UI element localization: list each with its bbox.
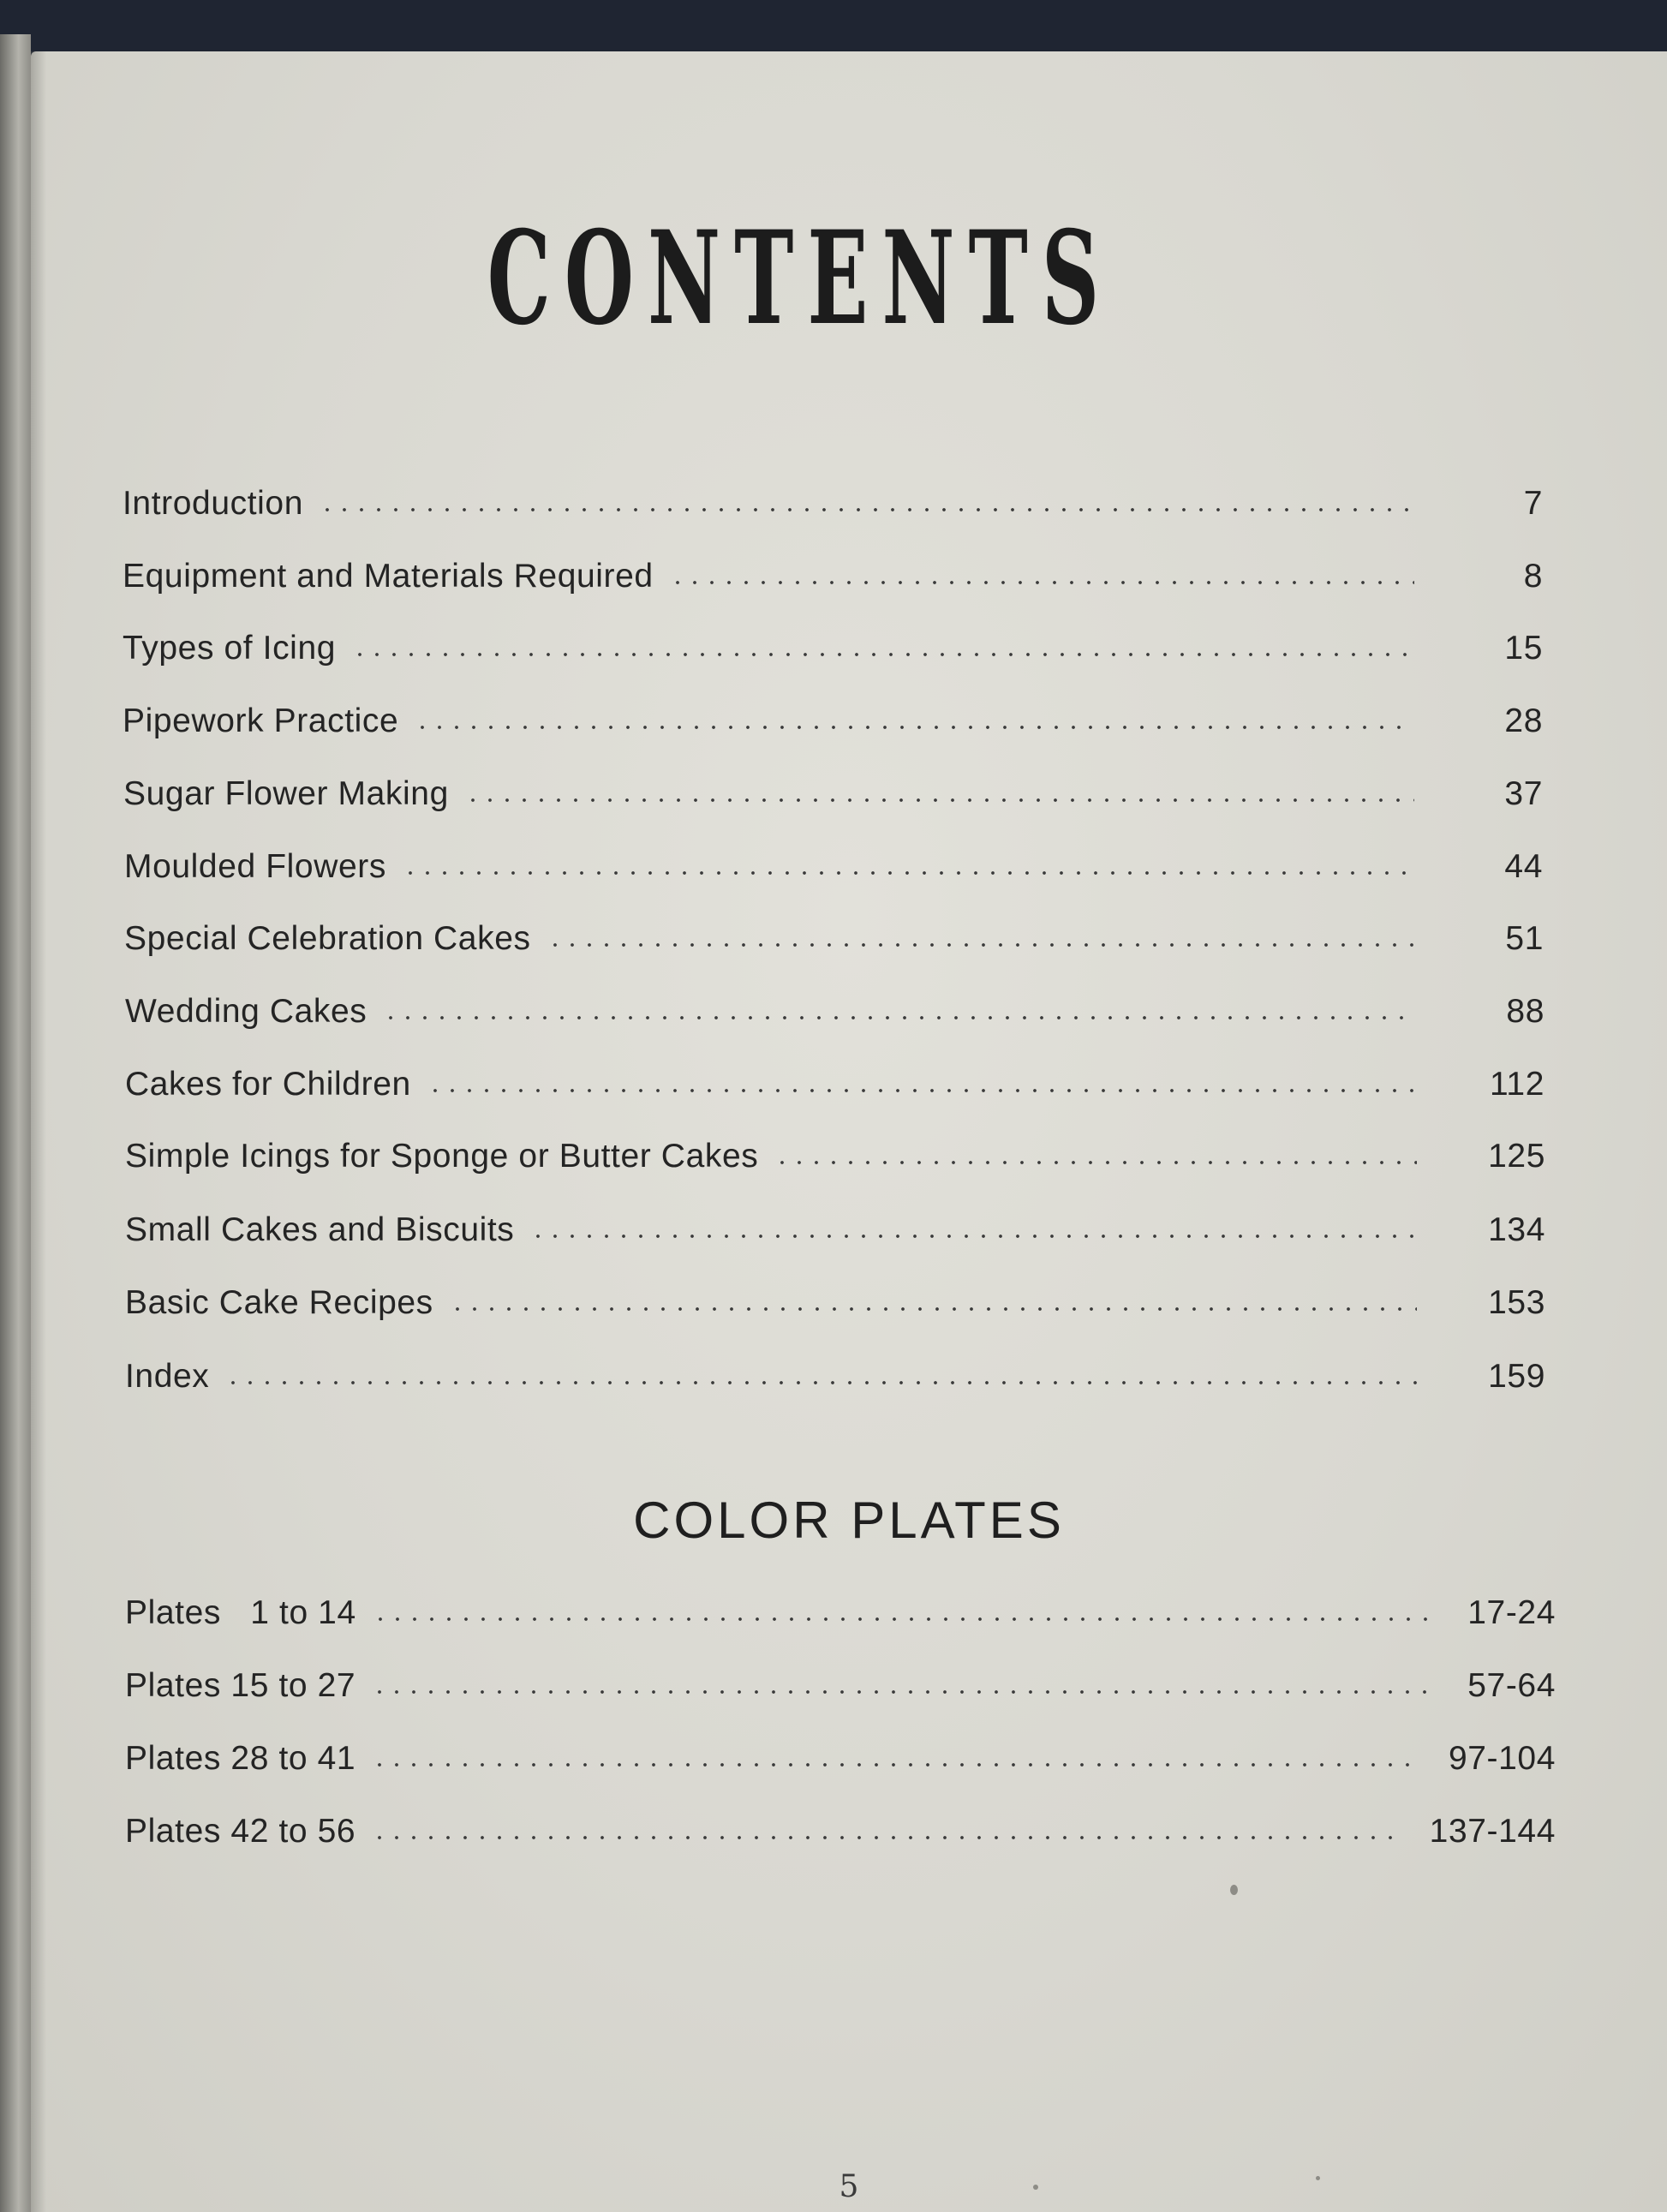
toc-entry-page: 88 xyxy=(1506,993,1545,1030)
toc-entry-label: Special Celebration Cakes xyxy=(124,920,531,957)
toc-entry xyxy=(125,1124,1545,1175)
toc-entry-page: 37 xyxy=(1504,775,1543,812)
toc-entry-label: Introduction xyxy=(122,485,303,522)
toc-entry-label: Sugar Flower Making xyxy=(123,775,449,812)
toc-entry-page: 7 xyxy=(1523,485,1543,522)
dot-leader xyxy=(414,723,1414,732)
plate-entry-pages: 137-144 xyxy=(1429,1813,1556,1850)
toc-entry xyxy=(125,1052,1545,1103)
book-page xyxy=(31,51,1667,2212)
plate-entry xyxy=(125,1726,1556,1778)
page-number: 5 xyxy=(839,2169,859,2204)
toc-entry xyxy=(125,1344,1545,1396)
toc-entry-label: Simple Icings for Sponge or Butter Cakes xyxy=(125,1138,759,1175)
dot-leader xyxy=(774,1158,1417,1167)
toc-entry-label: Wedding Cakes xyxy=(125,993,367,1030)
toc-entry xyxy=(122,471,1543,523)
toc-entry-page: 159 xyxy=(1488,1358,1545,1395)
page-stack-edge xyxy=(0,34,31,2212)
plate-entry-pages: 57-64 xyxy=(1467,1667,1556,1704)
toc-entry-page: 51 xyxy=(1505,920,1544,957)
toc-entry-label: Cakes for Children xyxy=(125,1066,411,1103)
toc-entry-label: Index xyxy=(125,1358,210,1395)
toc-entry-page: 15 xyxy=(1504,630,1543,667)
dot-leader xyxy=(669,578,1414,587)
plate-entry-pages: 17-24 xyxy=(1467,1594,1556,1631)
toc-entry-page: 44 xyxy=(1504,848,1543,885)
toc-entry xyxy=(125,1198,1545,1249)
dot-leader xyxy=(402,869,1414,877)
plate-entry xyxy=(125,1799,1556,1850)
toc-entry-label: Moulded Flowers xyxy=(124,848,386,885)
dot-leader xyxy=(449,1305,1417,1313)
dot-leader xyxy=(224,1378,1417,1387)
toc-entry xyxy=(125,1270,1545,1322)
plate-entry-pages: 97-104 xyxy=(1448,1740,1556,1777)
paper-speck xyxy=(1230,1885,1238,1895)
plate-entry-label: Plates 28 to 41 xyxy=(125,1740,356,1777)
toc-entry-label: Pipework Practice xyxy=(122,702,399,739)
toc-entry-page: 125 xyxy=(1488,1138,1545,1175)
toc-entry xyxy=(122,689,1543,740)
toc-entry xyxy=(122,544,1543,595)
toc-entry xyxy=(124,906,1544,958)
toc-entry-label: Equipment and Materials Required xyxy=(122,558,654,595)
dot-leader xyxy=(464,796,1414,804)
page-gutter-shadow xyxy=(31,51,46,2212)
toc-entry-page: 153 xyxy=(1488,1284,1545,1321)
toc-entry xyxy=(124,834,1543,886)
plate-entry-label: Plates 15 to 27 xyxy=(125,1667,356,1704)
dot-leader xyxy=(547,941,1415,949)
toc-entry xyxy=(125,979,1545,1031)
plate-entry-label: Plates 1 to 14 xyxy=(125,1594,356,1631)
plate-entry xyxy=(125,1653,1556,1705)
toc-entry-page: 112 xyxy=(1490,1066,1545,1103)
paper-speck xyxy=(1033,2185,1038,2190)
dot-leader xyxy=(427,1086,1416,1095)
toc-entry-page: 8 xyxy=(1523,558,1543,595)
paper-speck xyxy=(1316,2176,1320,2180)
toc-entry-label: Types of Icing xyxy=(122,630,337,667)
toc-entry-label: Small Cakes and Biscuits xyxy=(125,1211,515,1248)
dot-leader xyxy=(351,650,1414,659)
dot-leader xyxy=(371,1761,1414,1769)
toc-entry-page: 28 xyxy=(1504,702,1543,739)
dot-leader xyxy=(319,505,1414,514)
toc-entry xyxy=(122,616,1543,667)
dot-leader xyxy=(529,1232,1417,1241)
plate-entry xyxy=(125,1581,1556,1632)
page-title: CONTENTS xyxy=(487,203,1114,354)
section-heading-color-plates: COLOR PLATES xyxy=(633,1492,1065,1549)
toc-entry xyxy=(123,762,1543,813)
dot-leader xyxy=(371,1688,1427,1696)
dot-leader xyxy=(382,1013,1416,1022)
plate-entry-label: Plates 42 to 56 xyxy=(125,1813,356,1850)
toc-entry-page: 134 xyxy=(1488,1211,1545,1248)
dot-leader xyxy=(371,1833,1395,1842)
toc-entry-label: Basic Cake Recipes xyxy=(125,1284,433,1321)
dot-leader xyxy=(372,1615,1427,1623)
